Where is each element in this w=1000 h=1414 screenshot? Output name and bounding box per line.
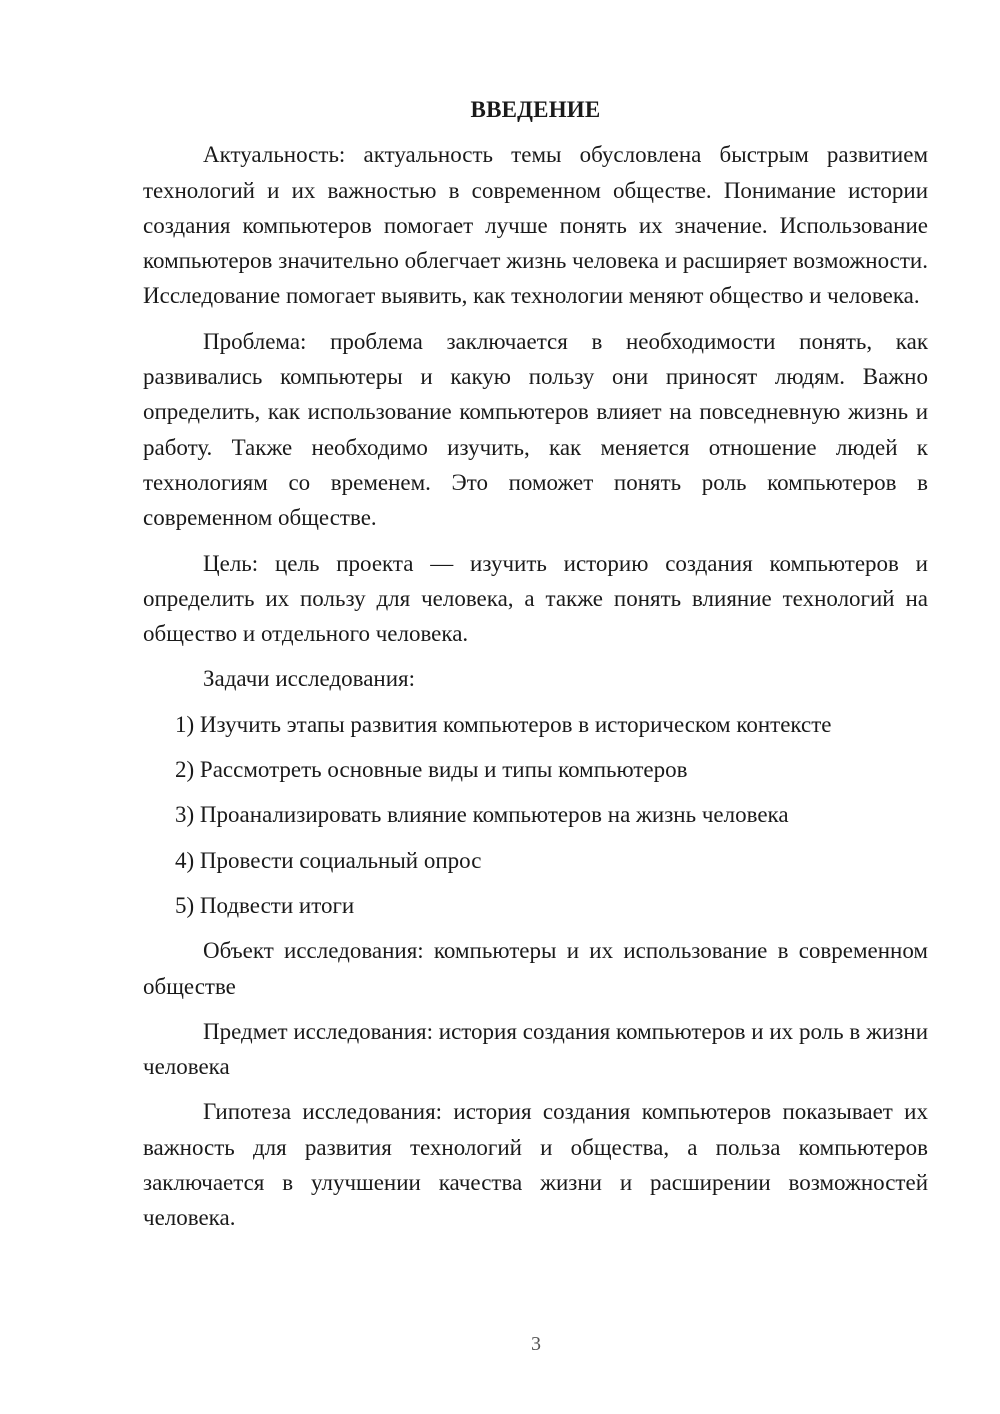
task-item: 3) Проанализировать влияние компьютеров на жизнь человека: [175, 802, 789, 828]
task-item: 4) Провести социальный опрос: [175, 847, 482, 873]
task-item: 2) Рассмотреть основные виды и типы компьютеров: [175, 757, 688, 783]
subject-paragraph: Предмет исследования: история создания компьютеров и их роль в жизни человека: [143, 1018, 928, 1080]
hypothesis-paragraph: Гипотеза исследования: история создания компьютеров показывает их важность для развития технологий и общества, а польза компьютеров заключается в улучшении качества жизни и расширении возможностей человека.: [143, 1099, 928, 1231]
page-content: [143, 92, 928, 1246]
relevance-paragraph: Актуальность: актуальность темы обусловлена быстрым развитием технологий и их важностью в современном обществе. Понимание истории создания компьютеров помогает лучше понять их значение. Использование компьютеров значительно облегчает жизнь человека и расширяет возможности. Исследование помогает выявить, как технологии меняют общество и человека.: [143, 142, 928, 309]
page-title: ВВЕДЕНИЕ: [470, 97, 601, 122]
task-list: [143, 707, 928, 923]
problem-paragraph: Проблема: проблема заключается в необходимости понять, как развивались компьютеры и какую пользу они приносят людям. Важно определить, как использование компьютеров влияет на повседневную жизнь и работу. Также необходимо изучить, как меняется отношение людей к технологиям со временем. Это поможет понять роль компьютеров в современном обществе.: [143, 328, 928, 531]
task-item: 5) Подвести итоги: [175, 892, 355, 918]
task-item: 1) Изучить этапы развития компьютеров в историческом контексте: [175, 711, 832, 737]
object-paragraph: Объект исследования: компьютеры и их использование в современном обществе: [143, 938, 928, 999]
tasks-heading: Задачи исследования:: [203, 666, 416, 692]
page-number: 3: [531, 1333, 541, 1355]
goal-paragraph: Цель: цель проекта — изучить историю создания компьютеров и определить их пользу для человека, а также понять влияние технологий на общество и отдельного человека.: [143, 550, 928, 647]
